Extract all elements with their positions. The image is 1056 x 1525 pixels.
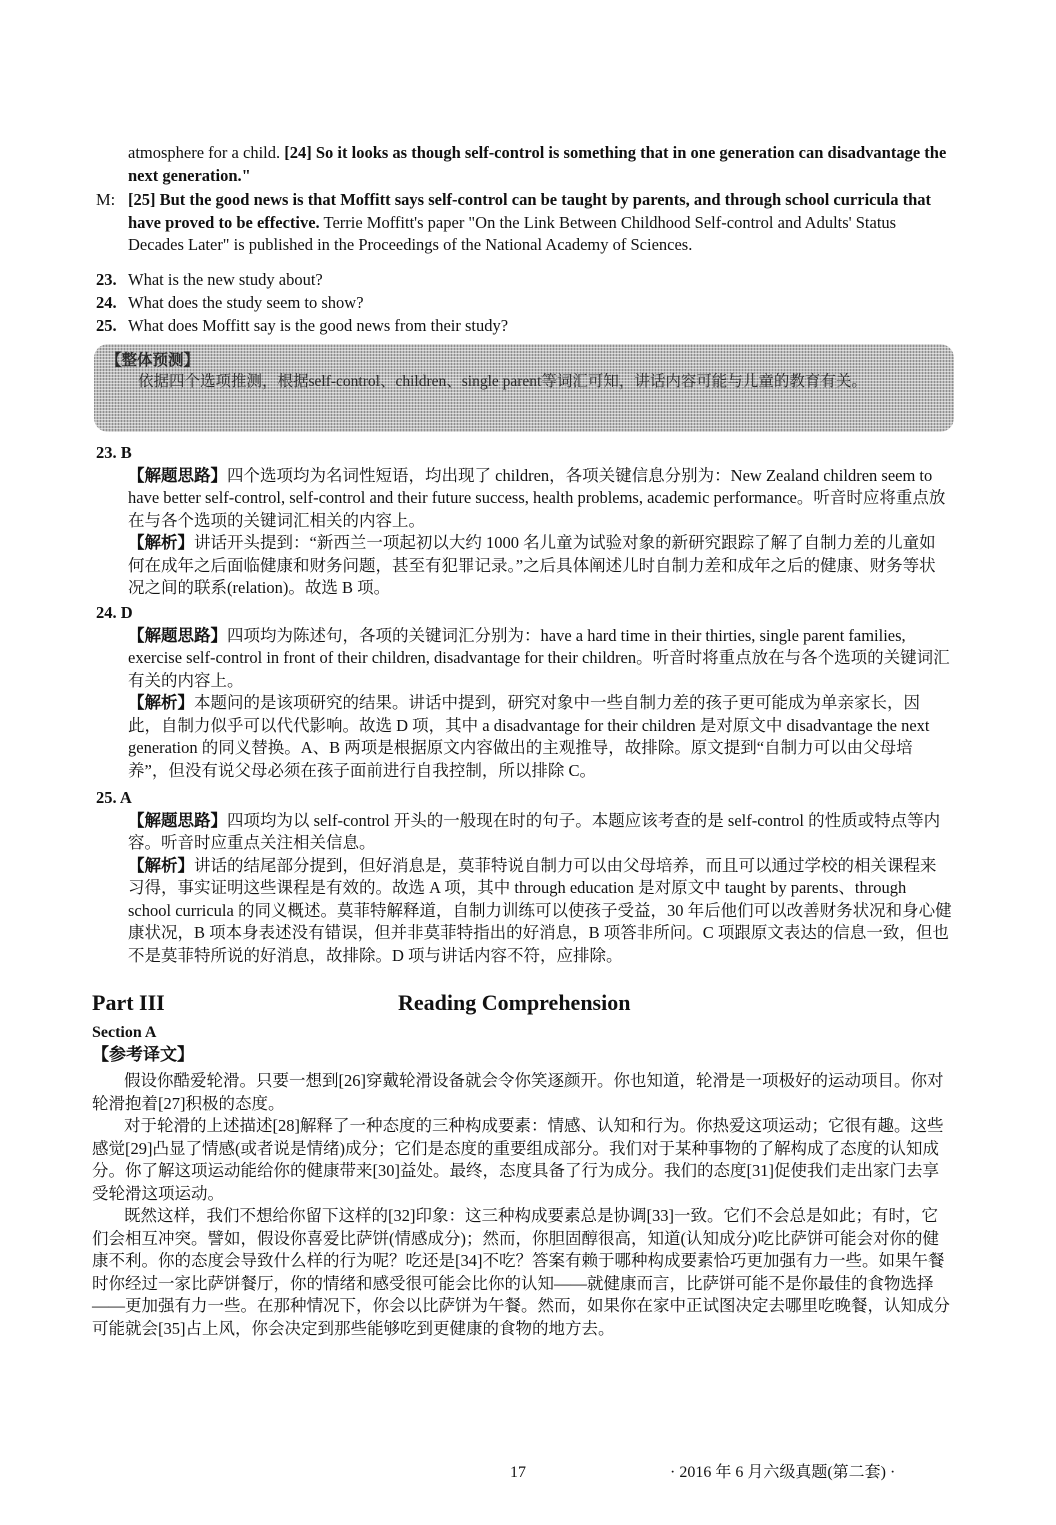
translation-paragraph: 既然这样，我们不想给你留下这样的[32]印象：这三种构成要素总是协调[33]一致。它们不会总是如此；有时，它们会相互冲突。譬如，假设你喜爱比萨饼(情感成分)；然而，你胆固醇很高，知道(认知成分)吃比萨饼可能会对你的健康不利。你的态度会导致什么样的行为呢？吃还是[34]不吃？答案有赖于哪种构成要素恰巧更加强有力一些。如果午餐时你经过一家比萨饼餐厅，你的情绪和感受很可能会比你的认知——就健康而言，比萨饼可能不是你最佳的食物选择——更加强有力一些。在那种情况下，你会以比萨饼为午餐。然而，如果你在家中正试图决定去哪里吃晚餐，认知成分可能就会[35]占上风，你会决定到那些能够吃到更健康的食物的地方去。 [92, 1206, 950, 1338]
reference-translation-heading: 【参考译文】 [92, 1045, 194, 1065]
page-number: 17 [510, 1464, 526, 1481]
questions-list [96, 268, 952, 337]
answer-number: 24. D [96, 603, 133, 622]
question-number: 25. [96, 316, 117, 335]
transcript-bold-text: But the good news is that Moffitt says self-control can be taught by parents, and through school curricula that have proved to be effective. [128, 190, 932, 232]
question-marker: [24] [284, 143, 312, 162]
question-number: 24. [96, 293, 117, 312]
part-title: Reading Comprehension [398, 990, 631, 1015]
transcript-text: atmosphere for a child. [128, 143, 285, 162]
analysis-tag: 【解析】 [128, 855, 194, 875]
translation-paragraph: 对于轮滑的上述描述[28]解释了一种态度的三种构成要素：情感、认知和行为。你热爱这项运动；它很有趣。这些感觉[29]凸显了情感(或者说是情绪)成分；它们是态度的重要组成部分。我们对于某种事物的了解构成了态度的认知成分。你了解这项运动能给你的健康带来[30]益处。最终，态度具备了行为成分。我们的态度[31]促使我们走出家门去享受轮滑这项运动。 [92, 1116, 944, 1203]
transcript-block [96, 142, 952, 257]
question-item [96, 314, 952, 337]
approach-paragraph [96, 465, 952, 533]
translation-block [92, 1070, 952, 1340]
approach-tag: 【解题思路】 [128, 625, 227, 645]
analysis-text: 本题问的是该项研究的结果。讲话中提到，研究对象中一些自制力差的孩子更可能成为单亲家长，因此，自制力似乎可以代代影响。故选 D 项，其中 a disadvantage for their children 是对原文中 disadvantage the next generation 的同义替换。A、B 两项是根据原文内容做出的主观推导，故排除。原文提到“自制力可以由父母培养”，但没有说父母必须在孩子面前进行自我控制，所以排除 C。 [128, 693, 930, 780]
question-marker: [25] [128, 190, 156, 209]
analysis-tag: 【解析】 [128, 693, 194, 712]
analysis-tag: 【解析】 [128, 533, 194, 552]
approach-paragraph [96, 810, 952, 855]
approach-text: 四项均为陈述句，各项的关键词汇分别为：have a hard time in their thirties, single parent families, exercise self-control in front of their children, disadvantage for their children。听音时将重点放在与各个选项的关键词汇有关的内容上。 [128, 625, 950, 690]
answer-number: 23. B [96, 443, 132, 462]
transcript-line-1 [96, 142, 952, 187]
analysis-text: 讲话的结尾部分提到，但好消息是，莫菲特说自制力可以由父母培养，而且可以通过学校的相关课程来习得，事实证明这些课程是有效的。故选 A 项，其中 through education 是对原文中 taught by parents、through school curricula 的同义概述。莫菲特解释道，自制力训练可以使孩子受益，30 年后他们可以改善财务状况和身心健康状况，B 项本身表述没有错误，但并非莫菲特指出的好消息，B 项答非所问。C 项跟原文表达的信息一致，但也不是莫菲特所说的好消息，故排除。D 项与讲话内容不符，应排除。 [128, 855, 952, 965]
approach-paragraph [96, 625, 952, 693]
part-label: Part III [92, 990, 165, 1015]
question-text: What does the study seem to show? [128, 293, 364, 312]
question-number: 23. [96, 270, 117, 289]
section-label: Section A [92, 1024, 157, 1041]
question-text: What is the new study about? [128, 270, 323, 289]
speaker-m-text [128, 189, 952, 257]
question-item [96, 268, 952, 291]
answer-23 [96, 442, 952, 600]
speaker-m-row [96, 189, 952, 257]
analysis-paragraph [96, 532, 952, 600]
approach-tag: 【解题思路】 [128, 465, 227, 485]
answer-number: 25. A [96, 788, 132, 807]
analysis-paragraph [96, 855, 952, 968]
translation-paragraph: 假设你酷爱轮滑。只要一想到[26]穿戴轮滑设备就会令你笑逐颜开。你也知道，轮滑是一项极好的运动项目。你对轮滑抱着[27]积极的态度。 [92, 1071, 944, 1113]
transcript-bold-text: So it looks as though self-control is something that in one generation can disadvantage the next generation." [128, 143, 947, 185]
analysis-paragraph [96, 692, 952, 782]
running-footer-title: · 2016 年 6 月六级真题(第二套) · [670, 1464, 896, 1481]
question-text: What does Moffitt say is the good news from their study? [128, 316, 509, 335]
question-item [96, 291, 952, 314]
approach-tag: 【解题思路】 [128, 810, 227, 830]
prediction-box [94, 344, 954, 432]
prediction-heading: 【整体预测】 [106, 352, 200, 369]
analysis-text: 讲话开头提到：“新西兰一项起初以大约 1000 名儿童为试验对象的新研究跟踪了解了自制力差的儿童如何在成年之后面临健康和财务问题，甚至有犯罪记录。”之后具体阐述儿时自制力差和成年之后的健康、财务等状况之间的联系(relation)。故选 B 项。 [128, 533, 936, 597]
approach-text: 四个选项均为名词性短语，均出现了 children，各项关键信息分别为：New Zealand children seem to have better self-control, self-control and their future success, health problems, academic performance。听音时应将重点放在与各个选项的关键词汇相关的内容上。 [128, 465, 946, 530]
speaker-label: M: [96, 190, 116, 209]
answer-24 [96, 602, 952, 782]
transcript-text: Terrie Moffitt's paper "On the Link Between Childhood Self-control and Adults' Status Decades Later" is published in the Proceedings of the National Academy of Sciences. [128, 212, 897, 254]
approach-text: 四项均为以 self-control 开头的一般现在时的句子。本题应该考查的是 self-control 的性质或特点等内容。听音时应重点关注相关信息。 [128, 810, 941, 852]
answer-25 [96, 787, 952, 967]
prediction-text: 依据四个选项推测，根据self-control、children、single parent等词汇可知，讲话内容可能与儿童的教育有关。 [138, 373, 867, 390]
